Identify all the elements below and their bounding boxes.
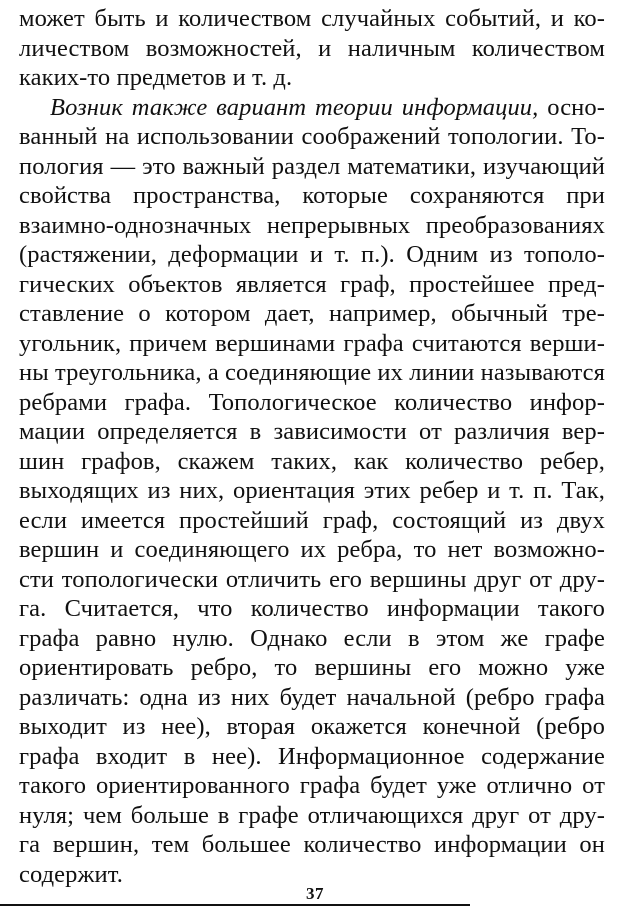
text-line: га. Считается, что количество информации такого [19,595,605,622]
text-line: графа входит в нее). Информационное содержание [19,742,605,770]
text-line: такого ориентированного графа будет уже отлично от [19,772,605,799]
text-line: угольник, причем вершинами графа считаются верши- [19,329,605,357]
text-line: взаимно-однозначных непрерывных преобразованиях [19,211,605,239]
text-line: различать: одна из них будет начальной (ребро графа [19,683,605,711]
text-line: содержит. [19,860,123,888]
text-line: гических объектов является граф, простейшее пред- [19,270,605,298]
text-line: свойства пространства, которые сохраняются при [19,182,605,209]
text-line: выходящих из них, ориентация этих ребер и т. п. Так, [19,477,605,504]
text-line: (растяжении, деформации и т. п.). Одним из тополо- [19,241,605,268]
text-line: сти топологически отличить его вершины друг от дру- [19,565,605,593]
text-line: каких-то предметов и т. д. [19,64,293,91]
text-line: ны треугольника, а соединяющие их линии называются [19,359,605,386]
text-line: выходит из нее), вторая окажется конечной (ребро [19,713,605,740]
italic-lead: Возник также вариант теории информации, [50,93,539,121]
text-line: шин графов, скажем таких, как количество ребер, [19,447,605,475]
text-line: нуля; чем больше в графе отличающихся друг от дру- [19,801,605,829]
text-line: личеством возможностей, и наличным количеством [19,34,605,62]
text-line: пология — это важный раздел математики, изучающий [19,152,605,180]
page-number: 37 [306,884,324,903]
footer-rule [0,904,470,906]
text-line: ориентировать ребро, то вершины его можно уже [19,654,605,681]
text-line: ванный на использовании соображений топологии. То- [19,123,605,150]
paragraph-start-line [50,93,605,123]
text-line: может быть и количеством случайных событий, и ко- [19,5,605,32]
text-line: ребрами графа. Топологическое количество инфор- [19,388,605,416]
text-run: осно- [538,93,605,121]
text-line: мации определяется в зависимости от различия вер- [19,418,605,445]
text-line: га вершин, тем большее количество информации он [19,831,605,858]
text-line: графа равно нулю. Однако если в этом же графе [19,624,605,652]
text-line: если имеется простейший граф, состоящий из двух [19,506,605,534]
text-line: ставление о котором дает, например, обычный тре- [19,300,605,327]
text-line: вершин и соединяющего их ребра, то нет возможно- [19,536,605,563]
